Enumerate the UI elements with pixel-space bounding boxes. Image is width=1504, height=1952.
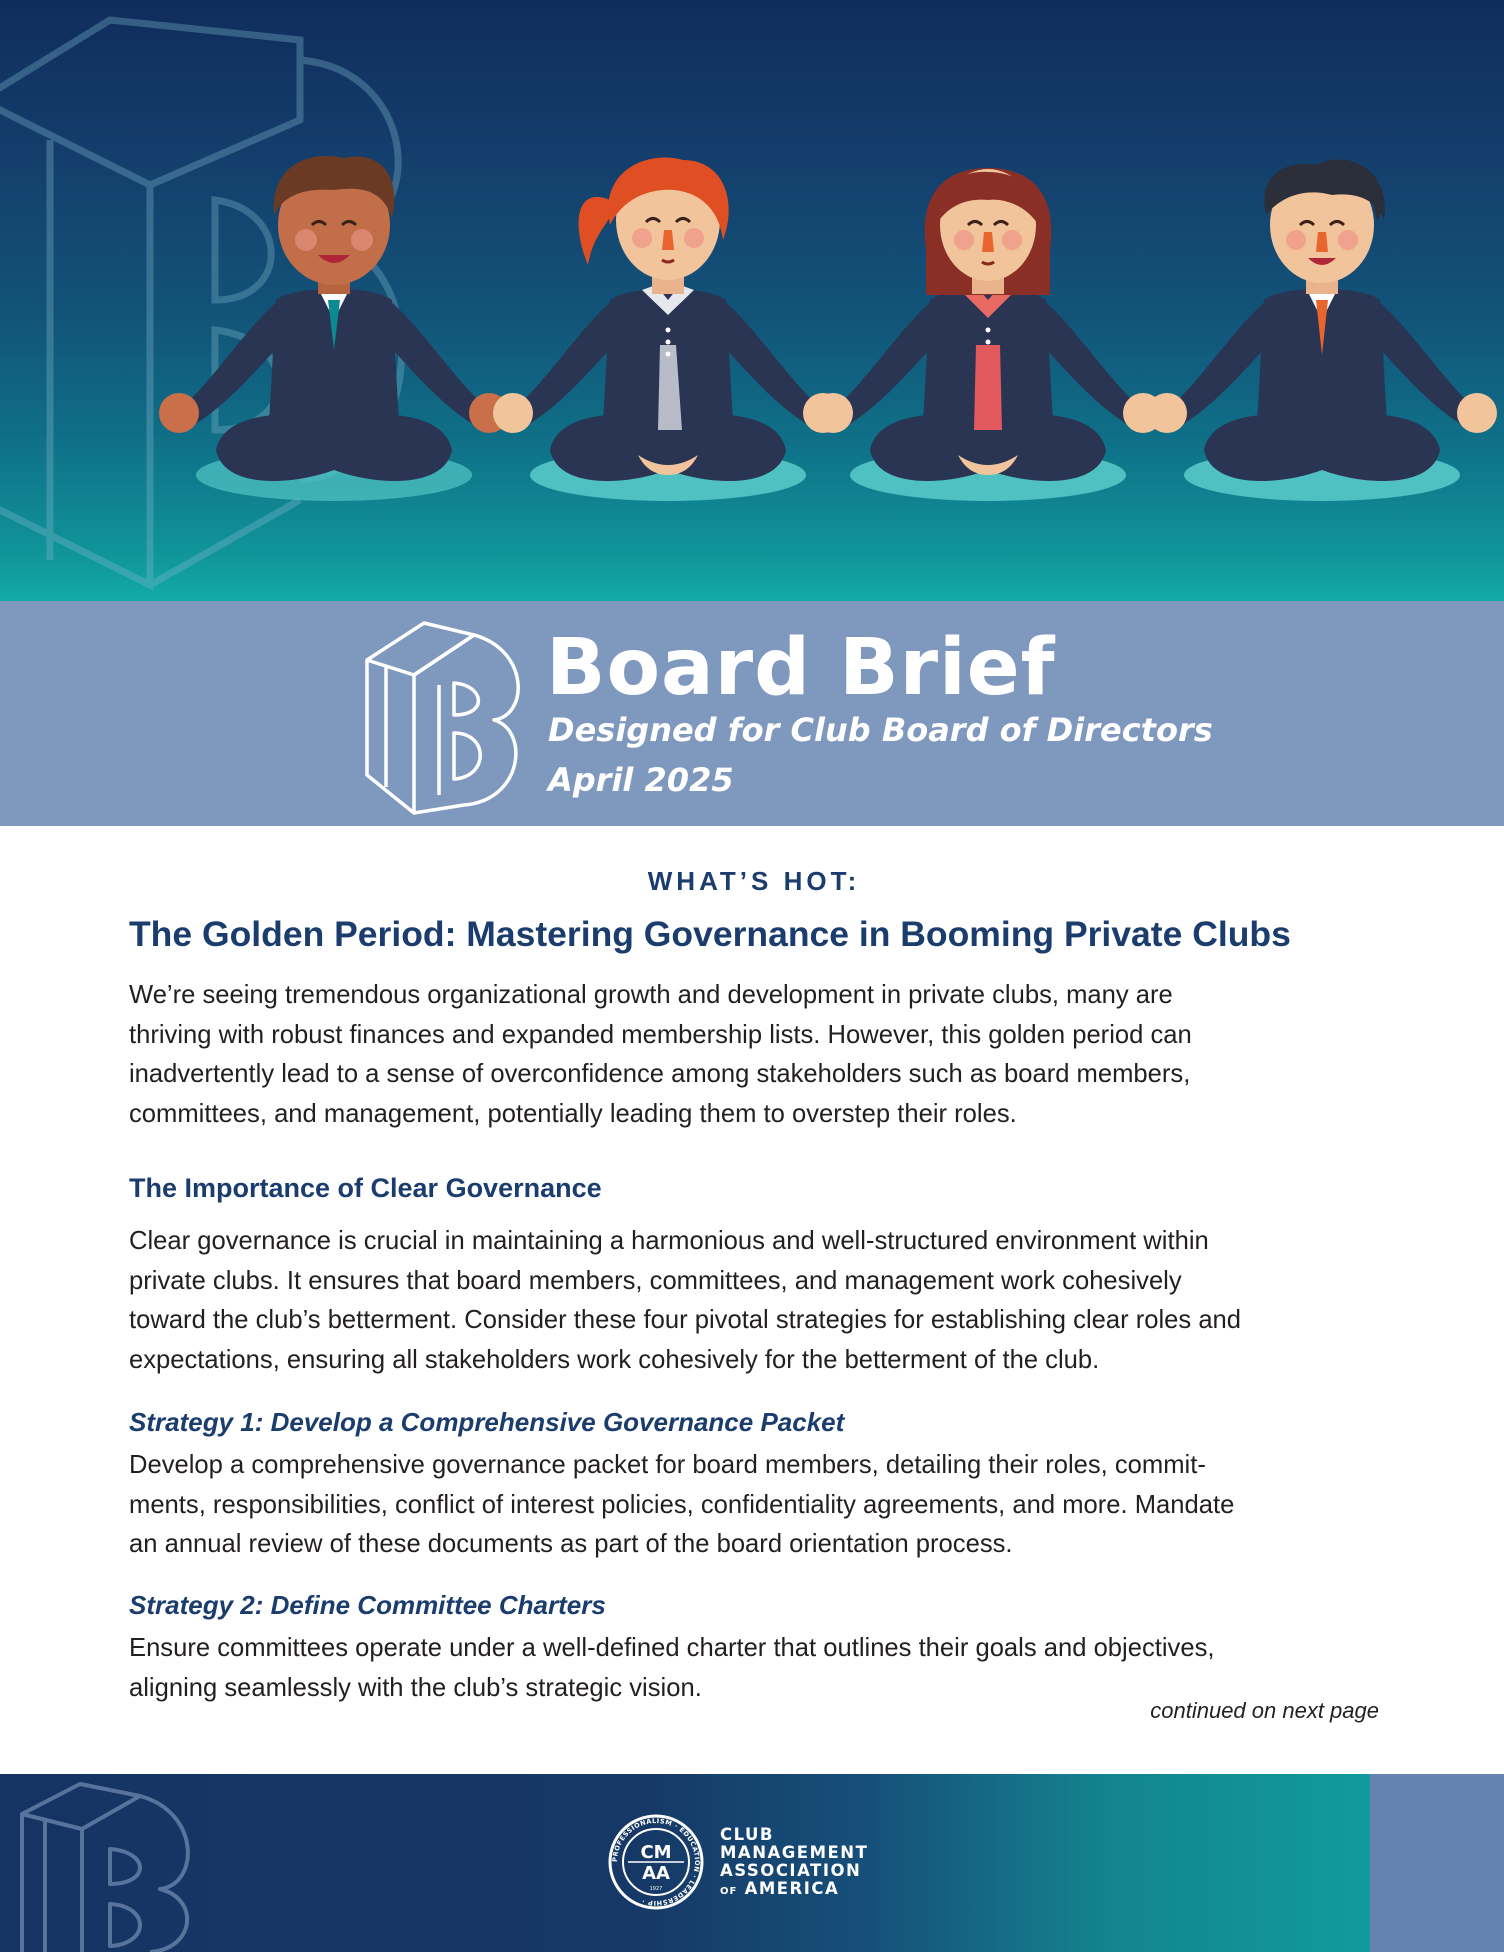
strategy-2-heading: Strategy 2: Define Committee Charters (129, 1590, 606, 1620)
issue-date: April 2025 (548, 761, 734, 799)
governance-line: expectations, ensuring all stakeholders work cohesively for the betterment of the club. (129, 1345, 1100, 1374)
strategy-2-line: aligning seamlessly with the club’s strategic vision. (129, 1673, 702, 1702)
board-brief-b-logo (364, 615, 524, 815)
seal-year: 1927 (649, 1886, 663, 1892)
org-of: OF (720, 1886, 738, 1897)
footer-bar (0, 1774, 1504, 1952)
governance-line: toward the club’s betterment. Consider these four pivotal strategies for establishing clear roles and (129, 1306, 1242, 1334)
article-headline: The Golden Period: Mastering Governance in Booming Private Clubs (129, 914, 1291, 954)
strategy-1-paragraph (129, 1446, 1379, 1565)
org-line: MANAGEMENT (720, 1843, 869, 1862)
intro-line: We’re seeing tremendous organizational growth and development in private clubs, many are (129, 981, 1173, 1009)
section-heading: The Importance of Clear Governance (129, 1173, 602, 1203)
person-2 (493, 158, 843, 501)
cmaa-wordmark (720, 1826, 868, 1901)
org-line: CLUB (720, 1825, 775, 1844)
strategy-1-heading: Strategy 1: Develop a Comprehensive Governance Packet (129, 1407, 845, 1437)
strategy-1-line: ments, responsibilities, conflict of interest policies, confidentiality agreements, and more. Mandate (129, 1490, 1235, 1519)
publication-subtitle: Designed for Club Board of Directors (548, 711, 1213, 749)
intro-line: inadvertently lead to a sense of overconfidence among stakeholders such as board members, (129, 1060, 1191, 1088)
strategy-1-line: an annual review of these documents as part of the board orientation process. (129, 1530, 1013, 1558)
strategy-1-line: Develop a comprehensive governance packet for board members, detailing their roles, commit- (129, 1451, 1206, 1479)
governance-paragraph (129, 1222, 1379, 1380)
intro-line: thriving with robust finances and expanded membership lists. However, this golden period can (129, 1020, 1192, 1049)
org-line: ASSOCIATION (720, 1861, 862, 1880)
strategy-2-paragraph (129, 1629, 1379, 1708)
person-3 (813, 168, 1163, 501)
seal-letters-top: CM (640, 1842, 672, 1863)
section-kicker: WHAT’S HOT: (647, 866, 861, 896)
org-america: AMERICA (744, 1879, 840, 1898)
org-line-last (720, 1880, 868, 1901)
strategy-2-line: Ensure committees operate under a well-defined charter that outlines their goals and objectives, (129, 1634, 1215, 1662)
meditating-board-members-illustration (0, 0, 1504, 601)
footer-b-outline-icon (0, 1774, 220, 1952)
continued-note: continued on next page (1150, 1698, 1379, 1723)
cmaa-seal-logo (606, 1812, 706, 1912)
intro-paragraph (129, 976, 1379, 1134)
seal-letters-bottom: AA (642, 1863, 670, 1884)
hero-illustration (0, 0, 1504, 601)
intro-line: committees, and management, potentially leading them to overstep their roles. (129, 1099, 1017, 1128)
masthead-banner (0, 601, 1504, 826)
governance-line: private clubs. It ensures that board members, committees, and management work cohesively (129, 1266, 1182, 1295)
footer-accent-block (1370, 1774, 1504, 1952)
governance-line: Clear governance is crucial in maintaining a harmonious and well-structured environment within (129, 1227, 1209, 1255)
seal-ring-text: PROFESSIONALISM · EDUCATION · LEADERSHIP · (610, 1816, 702, 1908)
person-4 (1147, 160, 1497, 501)
publication-title: Board Brief (546, 623, 1056, 713)
